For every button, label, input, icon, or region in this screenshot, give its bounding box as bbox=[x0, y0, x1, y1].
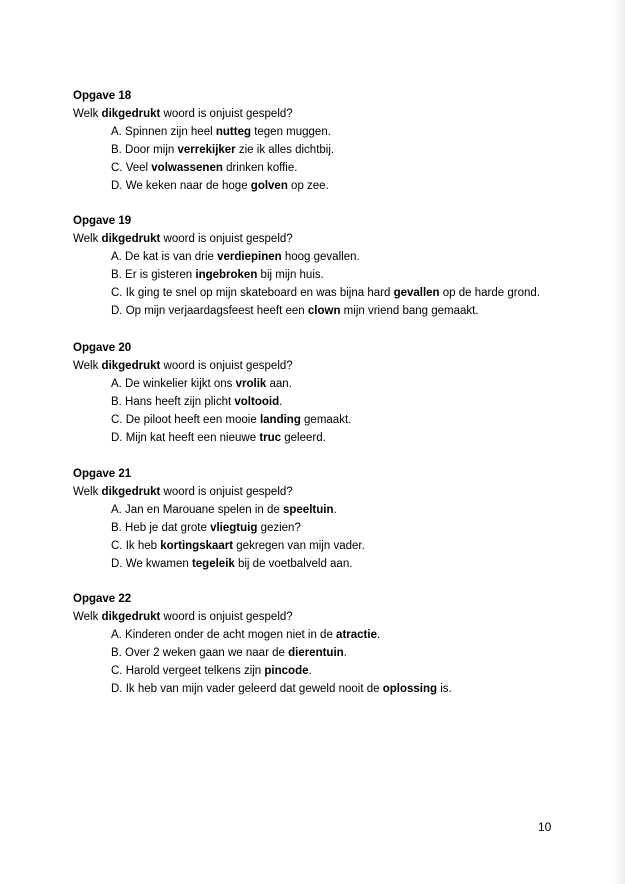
option-b bbox=[111, 519, 593, 537]
option-bold-word: ingebroken bbox=[195, 269, 258, 281]
option-b bbox=[111, 141, 593, 159]
option-bold-word: volwassenen bbox=[151, 162, 223, 174]
exercise-question bbox=[73, 608, 593, 626]
option-a bbox=[111, 375, 593, 393]
option-b bbox=[111, 644, 593, 662]
option-text: bij de voetbalveld aan. bbox=[234, 558, 353, 570]
question-text: Welk bbox=[73, 486, 102, 498]
option-text: . bbox=[333, 504, 337, 516]
option-bold-word: vliegtuig bbox=[210, 522, 258, 534]
option-bold-word: nutteg bbox=[215, 126, 251, 138]
option-bold-word: pincode bbox=[264, 665, 309, 677]
exercise-question bbox=[73, 230, 593, 248]
option-text: . bbox=[343, 647, 347, 659]
option-d bbox=[111, 555, 593, 573]
option-d bbox=[111, 680, 593, 698]
option-text: op de harde grond. bbox=[439, 287, 540, 299]
exercise-22 bbox=[73, 590, 593, 698]
exercise-question bbox=[73, 105, 593, 123]
question-text: Welk bbox=[73, 233, 102, 245]
option-text: geleerd. bbox=[281, 432, 326, 444]
option-text: is. bbox=[437, 683, 452, 695]
option-text: tegen muggen. bbox=[251, 126, 331, 138]
option-text: C. Veel bbox=[111, 162, 152, 174]
option-d bbox=[111, 429, 593, 447]
exercise-title: Opgave 22 bbox=[73, 593, 132, 605]
option-bold-word: verrekijker bbox=[177, 144, 236, 156]
exercise-18 bbox=[73, 87, 593, 195]
option-text: B. Hans heeft zijn plicht bbox=[111, 396, 235, 408]
option-a bbox=[111, 626, 593, 644]
option-bold-word: voltooid bbox=[234, 396, 280, 408]
option-text: . bbox=[279, 396, 283, 408]
option-text: gemaakt. bbox=[300, 414, 352, 426]
option-text: zie ik alles dichtbij. bbox=[235, 144, 335, 156]
exercise-question bbox=[73, 357, 593, 375]
question-bold-word: dikgedrukt bbox=[101, 108, 161, 120]
exercise-title: Opgave 18 bbox=[73, 90, 132, 102]
option-text: C. Ik heb bbox=[111, 540, 161, 552]
page-edge-shadow bbox=[611, 0, 625, 884]
option-a bbox=[111, 248, 593, 266]
option-c bbox=[111, 411, 593, 429]
option-c bbox=[111, 284, 593, 302]
option-text: A. De winkelier kijkt ons bbox=[111, 378, 236, 390]
question-text: woord is onjuist gespeld? bbox=[160, 233, 293, 245]
option-bold-word: atractie bbox=[336, 629, 377, 641]
exercise-title: Opgave 20 bbox=[73, 342, 132, 354]
option-bold-word: golven bbox=[250, 180, 288, 192]
option-text: B. Heb je dat grote bbox=[111, 522, 211, 534]
option-text: B. Over 2 weken gaan we naar de bbox=[111, 647, 289, 659]
option-text: gekregen van mijn vader. bbox=[233, 540, 365, 552]
exercise-20 bbox=[73, 339, 593, 447]
question-text: woord is onjuist gespeld? bbox=[160, 611, 293, 623]
option-c bbox=[111, 159, 593, 177]
page-number: 10 bbox=[538, 820, 552, 834]
option-text: . bbox=[308, 665, 312, 677]
option-text: hoog gevallen. bbox=[281, 251, 360, 263]
option-text: C. Harold vergeet telkens zijn bbox=[111, 665, 265, 677]
option-text: op zee. bbox=[287, 180, 329, 192]
option-bold-word: speeltuin bbox=[282, 504, 334, 516]
option-bold-word: clown bbox=[307, 305, 341, 317]
question-text: Welk bbox=[73, 108, 102, 120]
option-bold-word: gevallen bbox=[393, 287, 440, 299]
option-text: C. Ik ging te snel op mijn skateboard en was bijna hard bbox=[111, 287, 394, 299]
option-bold-word: kortingskaart bbox=[160, 540, 234, 552]
option-text: B. Er is gisteren bbox=[111, 269, 196, 281]
option-text: A. Jan en Marouane spelen in de bbox=[111, 504, 283, 516]
option-text: gezien? bbox=[257, 522, 301, 534]
option-c bbox=[111, 537, 593, 555]
option-text: D. Op mijn verjaardagsfeest heeft een bbox=[111, 305, 308, 317]
question-text: Welk bbox=[73, 611, 102, 623]
option-bold-word: landing bbox=[259, 414, 301, 426]
option-bold-word: vrolik bbox=[235, 378, 267, 390]
option-text: C. De piloot heeft een mooie bbox=[111, 414, 260, 426]
option-text: B. Door mijn bbox=[111, 144, 178, 156]
option-d bbox=[111, 302, 593, 320]
question-text: woord is onjuist gespeld? bbox=[160, 486, 293, 498]
option-text: A. Kinderen onder de acht mogen niet in de bbox=[111, 629, 337, 641]
option-text: mijn vriend bang gemaakt. bbox=[340, 305, 479, 317]
option-d bbox=[111, 177, 593, 195]
exercise-title: Opgave 19 bbox=[73, 215, 132, 227]
question-text: woord is onjuist gespeld? bbox=[160, 360, 293, 372]
answer-options bbox=[73, 501, 593, 573]
option-text: D. Mijn kat heeft een nieuwe bbox=[111, 432, 260, 444]
option-bold-word: tegeleik bbox=[191, 558, 235, 570]
question-bold-word: dikgedrukt bbox=[101, 233, 161, 245]
option-text: A. Spinnen zijn heel bbox=[111, 126, 216, 138]
option-text: D. We kwamen bbox=[111, 558, 192, 570]
option-a bbox=[111, 501, 593, 519]
option-bold-word: dierentuin bbox=[288, 647, 344, 659]
exercise-19 bbox=[73, 212, 593, 320]
exercise-21 bbox=[73, 465, 593, 573]
exercise-title: Opgave 21 bbox=[73, 468, 132, 480]
option-bold-word: oplossing bbox=[382, 683, 438, 695]
answer-options bbox=[73, 375, 593, 447]
option-text: A. De kat is van drie bbox=[111, 251, 218, 263]
answer-options bbox=[73, 626, 593, 698]
option-text: drinken koffie. bbox=[222, 162, 298, 174]
question-bold-word: dikgedrukt bbox=[101, 360, 161, 372]
option-text: D. Ik heb van mijn vader geleerd dat geweld nooit de bbox=[111, 683, 383, 695]
option-text: aan. bbox=[266, 378, 292, 390]
option-b bbox=[111, 266, 593, 284]
option-text: D. We keken naar de hoge bbox=[111, 180, 251, 192]
option-c bbox=[111, 662, 593, 680]
option-bold-word: truc bbox=[259, 432, 282, 444]
answer-options bbox=[73, 248, 593, 320]
question-text: Welk bbox=[73, 360, 102, 372]
question-bold-word: dikgedrukt bbox=[101, 486, 161, 498]
question-text: woord is onjuist gespeld? bbox=[160, 108, 293, 120]
option-text: . bbox=[376, 629, 381, 641]
exercise-question bbox=[73, 483, 593, 501]
option-b bbox=[111, 393, 593, 411]
option-a bbox=[111, 123, 593, 141]
option-text: bij mijn huis. bbox=[257, 269, 324, 281]
question-bold-word: dikgedrukt bbox=[101, 611, 161, 623]
answer-options bbox=[73, 123, 593, 195]
option-bold-word: verdiepinen bbox=[217, 251, 282, 263]
